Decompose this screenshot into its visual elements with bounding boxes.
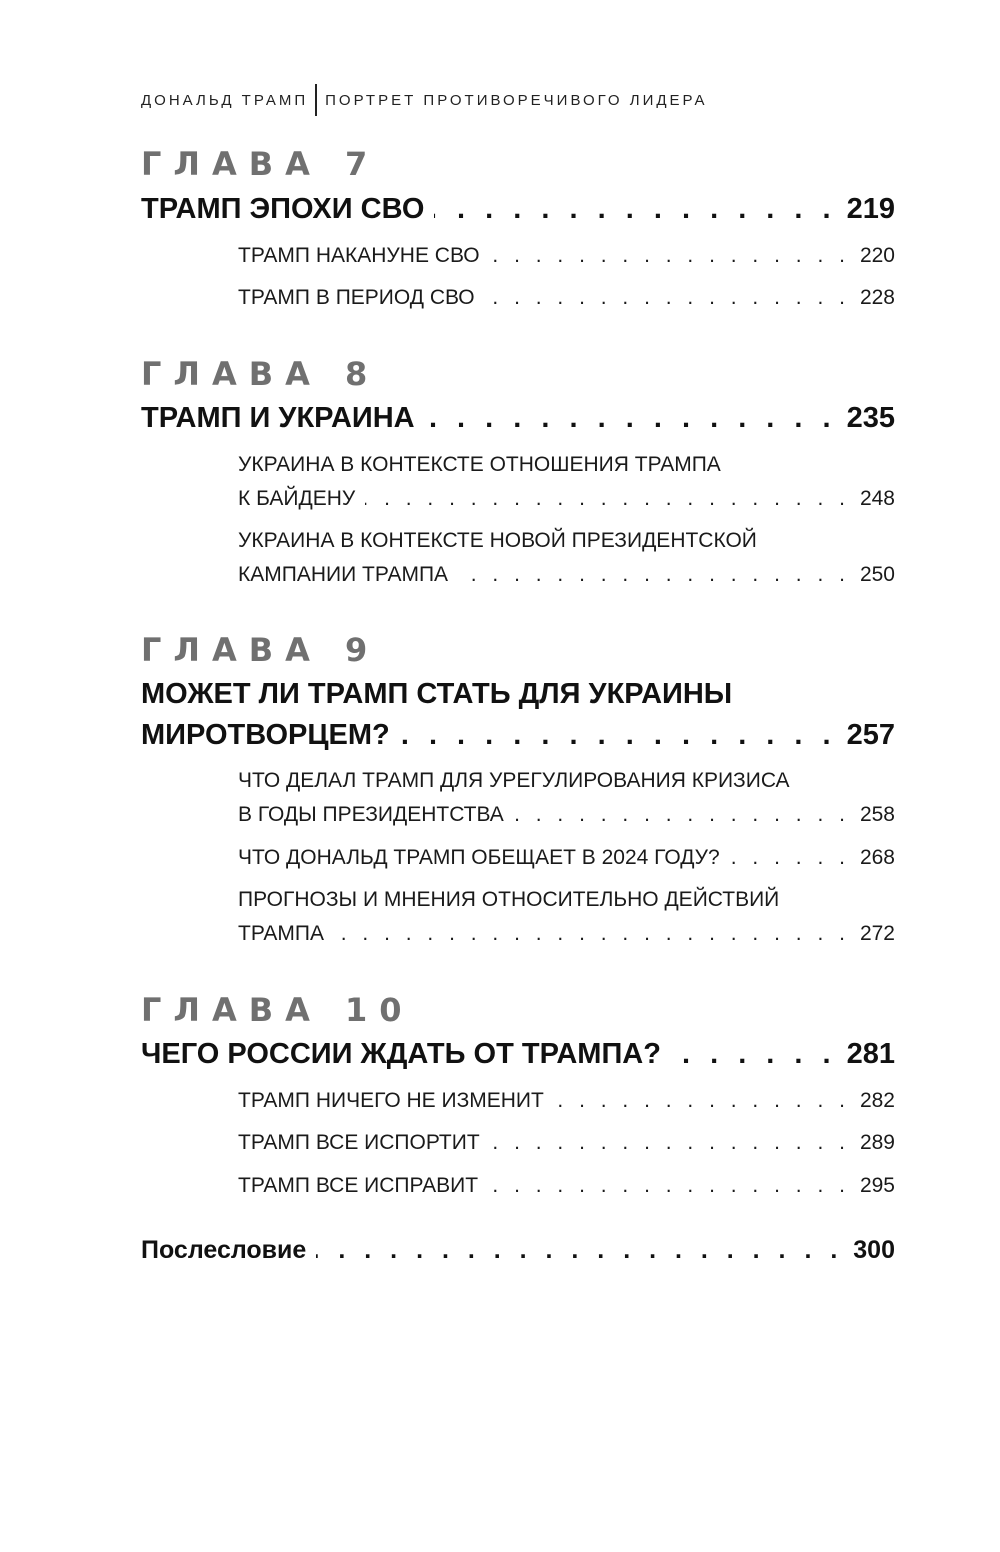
- dot-leader: [365, 482, 850, 516]
- chapter-label: ГЛАВА 9: [141, 631, 380, 669]
- page-number: 248: [859, 487, 895, 510]
- section-title: ТРАМП ВСЕ ИСПОРТИТ: [238, 1131, 480, 1154]
- page-number: 281: [846, 1038, 895, 1070]
- dot-leader: [554, 1084, 850, 1118]
- toc-section-entry[interactable]: [238, 764, 895, 832]
- chapter-title: ТРАМП И УКРАИНА: [141, 402, 415, 434]
- section-title-line1: ЧТО ДЕЛАЛ ТРАМП ДЛЯ УРЕГУЛИРОВАНИЯ КРИЗИСА: [238, 769, 790, 792]
- section-title: ТРАМП НАКАНУНЕ СВО: [238, 244, 480, 267]
- section-title-line1: УКРАИНА В КОНТЕКСТЕ ОТНОШЕНИЯ ТРАМПА: [238, 453, 721, 476]
- section-title: КАМПАНИИ ТРАМПА: [238, 563, 449, 586]
- page-number: 300: [853, 1236, 895, 1264]
- chapter-label: ГЛАВА 8: [141, 355, 380, 393]
- dot-leader: [514, 798, 850, 832]
- toc-section-entry[interactable]: [238, 524, 895, 592]
- toc-section-entry[interactable]: [238, 883, 895, 951]
- section-title-line1: ПРОГНОЗЫ И МНЕНИЯ ОТНОСИТЕЛЬНО ДЕЙСТВИЙ: [238, 888, 780, 911]
- toc-section-entry[interactable]: [238, 239, 895, 273]
- page-number: 250: [859, 563, 895, 586]
- dot-leader: [671, 1034, 837, 1075]
- toc-section-entry[interactable]: [238, 1084, 895, 1118]
- section-title: ТРАМПА: [238, 922, 325, 945]
- page-number: 268: [859, 846, 895, 869]
- dot-leader: [425, 398, 837, 439]
- page-number: 282: [859, 1089, 895, 1112]
- section-title: ТРАМП НИЧЕГО НЕ ИЗМЕНИТ: [238, 1089, 544, 1112]
- running-head-divider: [315, 84, 317, 116]
- running-head: [141, 84, 708, 116]
- page-number: 219: [846, 193, 895, 225]
- afterword-title: Послесловие: [141, 1236, 307, 1264]
- toc-chapter-entry[interactable]: [141, 189, 895, 230]
- page-number: 272: [859, 922, 895, 945]
- toc-chapter-entry[interactable]: [141, 398, 895, 439]
- dot-leader: [316, 1232, 843, 1268]
- page-number: 235: [846, 402, 895, 434]
- page-number: 228: [859, 286, 895, 309]
- section-title: К БАЙДЕНУ: [238, 487, 356, 510]
- toc-section-entry[interactable]: [238, 281, 895, 315]
- running-head-book-title: ПОРТРЕТ ПРОТИВОРЕЧИВОГО ЛИДЕРА: [325, 91, 708, 109]
- toc-section-entry[interactable]: [238, 1169, 895, 1203]
- dot-leader: [400, 715, 837, 756]
- toc-chapter-entry[interactable]: [141, 1034, 895, 1075]
- page-number: 220: [859, 244, 895, 267]
- section-title: ТРАМП ВСЕ ИСПРАВИТ: [238, 1174, 479, 1197]
- section-title: ЧТО ДОНАЛЬД ТРАМП ОБЕЩАЕТ В 2024 ГОДУ?: [238, 846, 720, 869]
- dot-leader: [434, 189, 836, 230]
- running-head-author: ДОНАЛЬД ТРАМП: [141, 91, 309, 109]
- toc-section-entry[interactable]: [238, 448, 895, 516]
- section-title: ТРАМП В ПЕРИОД СВО: [238, 286, 475, 309]
- page-number: 295: [859, 1174, 895, 1197]
- chapter-label: ГЛАВА 7: [141, 145, 380, 183]
- toc-chapter-entry[interactable]: [141, 674, 895, 756]
- section-title: В ГОДЫ ПРЕЗИДЕНТСТВА: [238, 803, 504, 826]
- page-number: 289: [859, 1131, 895, 1154]
- page-number: 257: [846, 719, 895, 751]
- dot-leader: [334, 917, 850, 951]
- dot-leader: [458, 558, 850, 592]
- dot-leader: [490, 1126, 850, 1160]
- chapter-title: ЧЕГО РОССИИ ЖДАТЬ ОТ ТРАМПА?: [141, 1038, 661, 1070]
- chapter-label: ГЛАВА 10: [141, 991, 414, 1029]
- toc-section-entry[interactable]: [238, 1126, 895, 1160]
- dot-leader: [488, 1169, 850, 1203]
- chapter-title-line1: МОЖЕТ ЛИ ТРАМП СТАТЬ ДЛЯ УКРАИНЫ: [141, 678, 733, 710]
- dot-leader: [485, 281, 850, 315]
- dot-leader: [730, 841, 850, 875]
- toc-section-entry[interactable]: [238, 841, 895, 875]
- chapter-title: ТРАМП ЭПОХИ СВО: [141, 193, 425, 225]
- toc-afterword-entry[interactable]: [141, 1232, 895, 1268]
- section-title-line1: УКРАИНА В КОНТЕКСТЕ НОВОЙ ПРЕЗИДЕНТСКОЙ: [238, 529, 757, 552]
- dot-leader: [490, 239, 850, 273]
- page-number: 258: [859, 803, 895, 826]
- chapter-title: МИРОТВОРЦЕМ?: [141, 719, 390, 751]
